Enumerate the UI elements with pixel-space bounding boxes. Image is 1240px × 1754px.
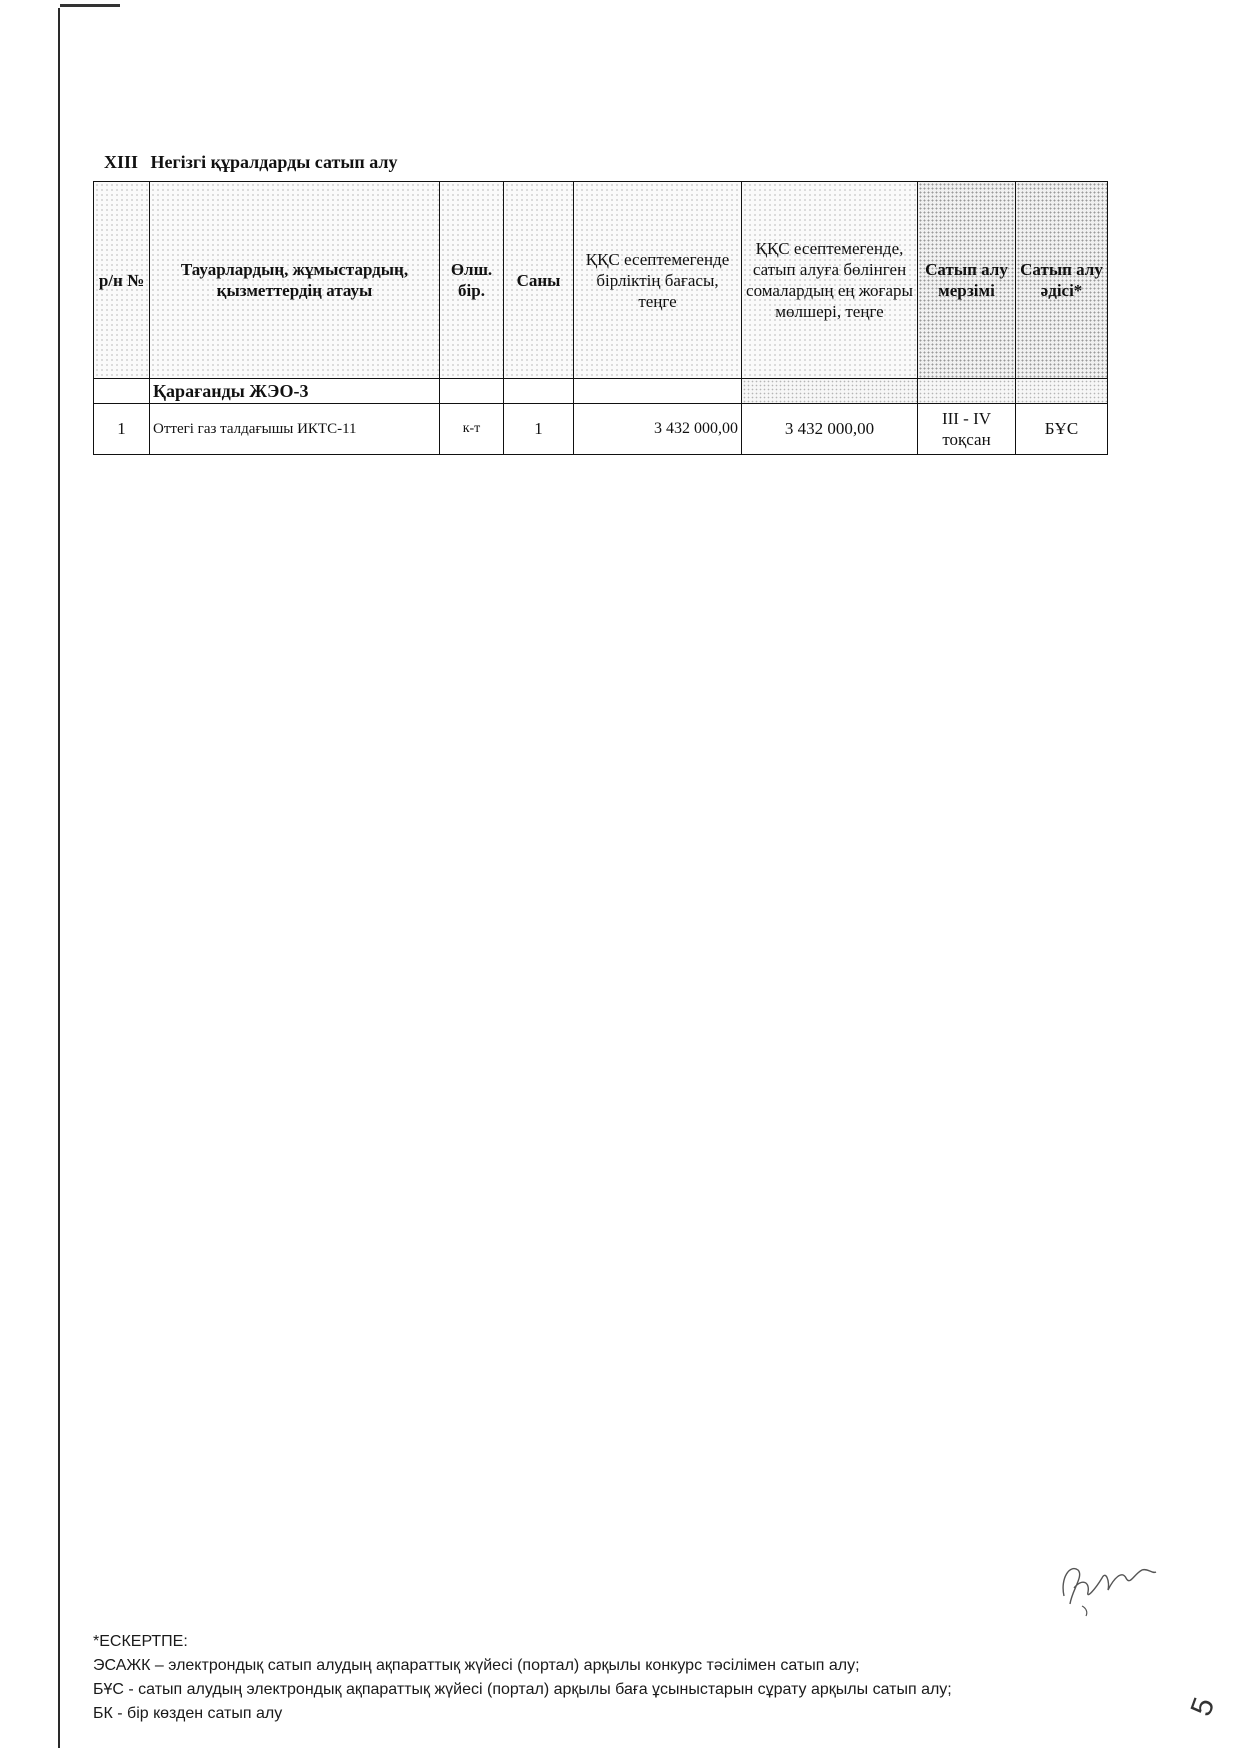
group-cell-empty — [504, 379, 574, 404]
footnote-line: БК - бір көзден сатып алу — [93, 1705, 283, 1722]
header-max-amount: ҚҚС есептемегенде, сатып алуға бөлінген сомалардың ең жоғары мөлшері, теңге — [742, 182, 918, 379]
group-label: Қарағанды ЖЭО-3 — [150, 379, 440, 404]
header-unit: Өлш. бір. — [440, 182, 504, 379]
handwritten-signature — [1052, 1548, 1162, 1618]
header-num: р/н № — [94, 182, 150, 379]
group-cell-empty — [94, 379, 150, 404]
header-method: Сатып алу әдісі* — [1016, 182, 1108, 379]
cell-max-amount: 3 432 000,00 — [742, 404, 918, 455]
cell-name: Оттегі газ талдағышы ИКТС-11 — [150, 404, 440, 455]
procurement-table — [93, 181, 1108, 455]
group-row — [94, 379, 1108, 404]
cell-period: III - IV тоқсан — [918, 404, 1016, 455]
cell-unit: к-т — [440, 404, 504, 455]
footnote-title: *ЕСКЕРТПЕ: — [93, 1633, 188, 1650]
group-cell-empty — [1016, 379, 1108, 404]
cell-num: 1 — [94, 404, 150, 455]
section-heading — [104, 152, 398, 173]
scan-edge-line — [58, 8, 60, 1748]
group-cell-empty — [574, 379, 742, 404]
header-unit-price: ҚҚС есептемегенде бірліктің бағасы, теңге — [574, 182, 742, 379]
group-cell-empty — [918, 379, 1016, 404]
cell-method: БҰС — [1016, 404, 1108, 455]
footnote-line: ЭСАЖК – электрондық сатып алудың ақпараттық жүйесі (портал) арқылы конкурс тәсілімен сатып алу; — [93, 1657, 860, 1674]
header-period: Сатып алу мерзімі — [918, 182, 1016, 379]
group-cell-empty — [440, 379, 504, 404]
header-row — [94, 182, 1108, 379]
page-number-mark: 5 — [1184, 1693, 1222, 1721]
group-cell-empty — [742, 379, 918, 404]
header-qty: Саны — [504, 182, 574, 379]
footnote — [93, 1630, 1153, 1726]
section-title: Негізгі құралдарды сатып алу — [150, 152, 398, 172]
table-row — [94, 404, 1108, 455]
footnote-line: БҰС - сатып алудың электрондық ақпараттық жүйесі (портал) арқылы баға ұсыныстарын сұрату арқылы сатып алу; — [93, 1681, 952, 1698]
cell-qty: 1 — [504, 404, 574, 455]
header-name: Тауарлардың, жұмыстардың, қызметтердің атауы — [150, 182, 440, 379]
cell-unit-price: 3 432 000,00 — [574, 404, 742, 455]
section-number: XIII — [104, 152, 139, 172]
scan-corner-mark — [60, 4, 120, 7]
